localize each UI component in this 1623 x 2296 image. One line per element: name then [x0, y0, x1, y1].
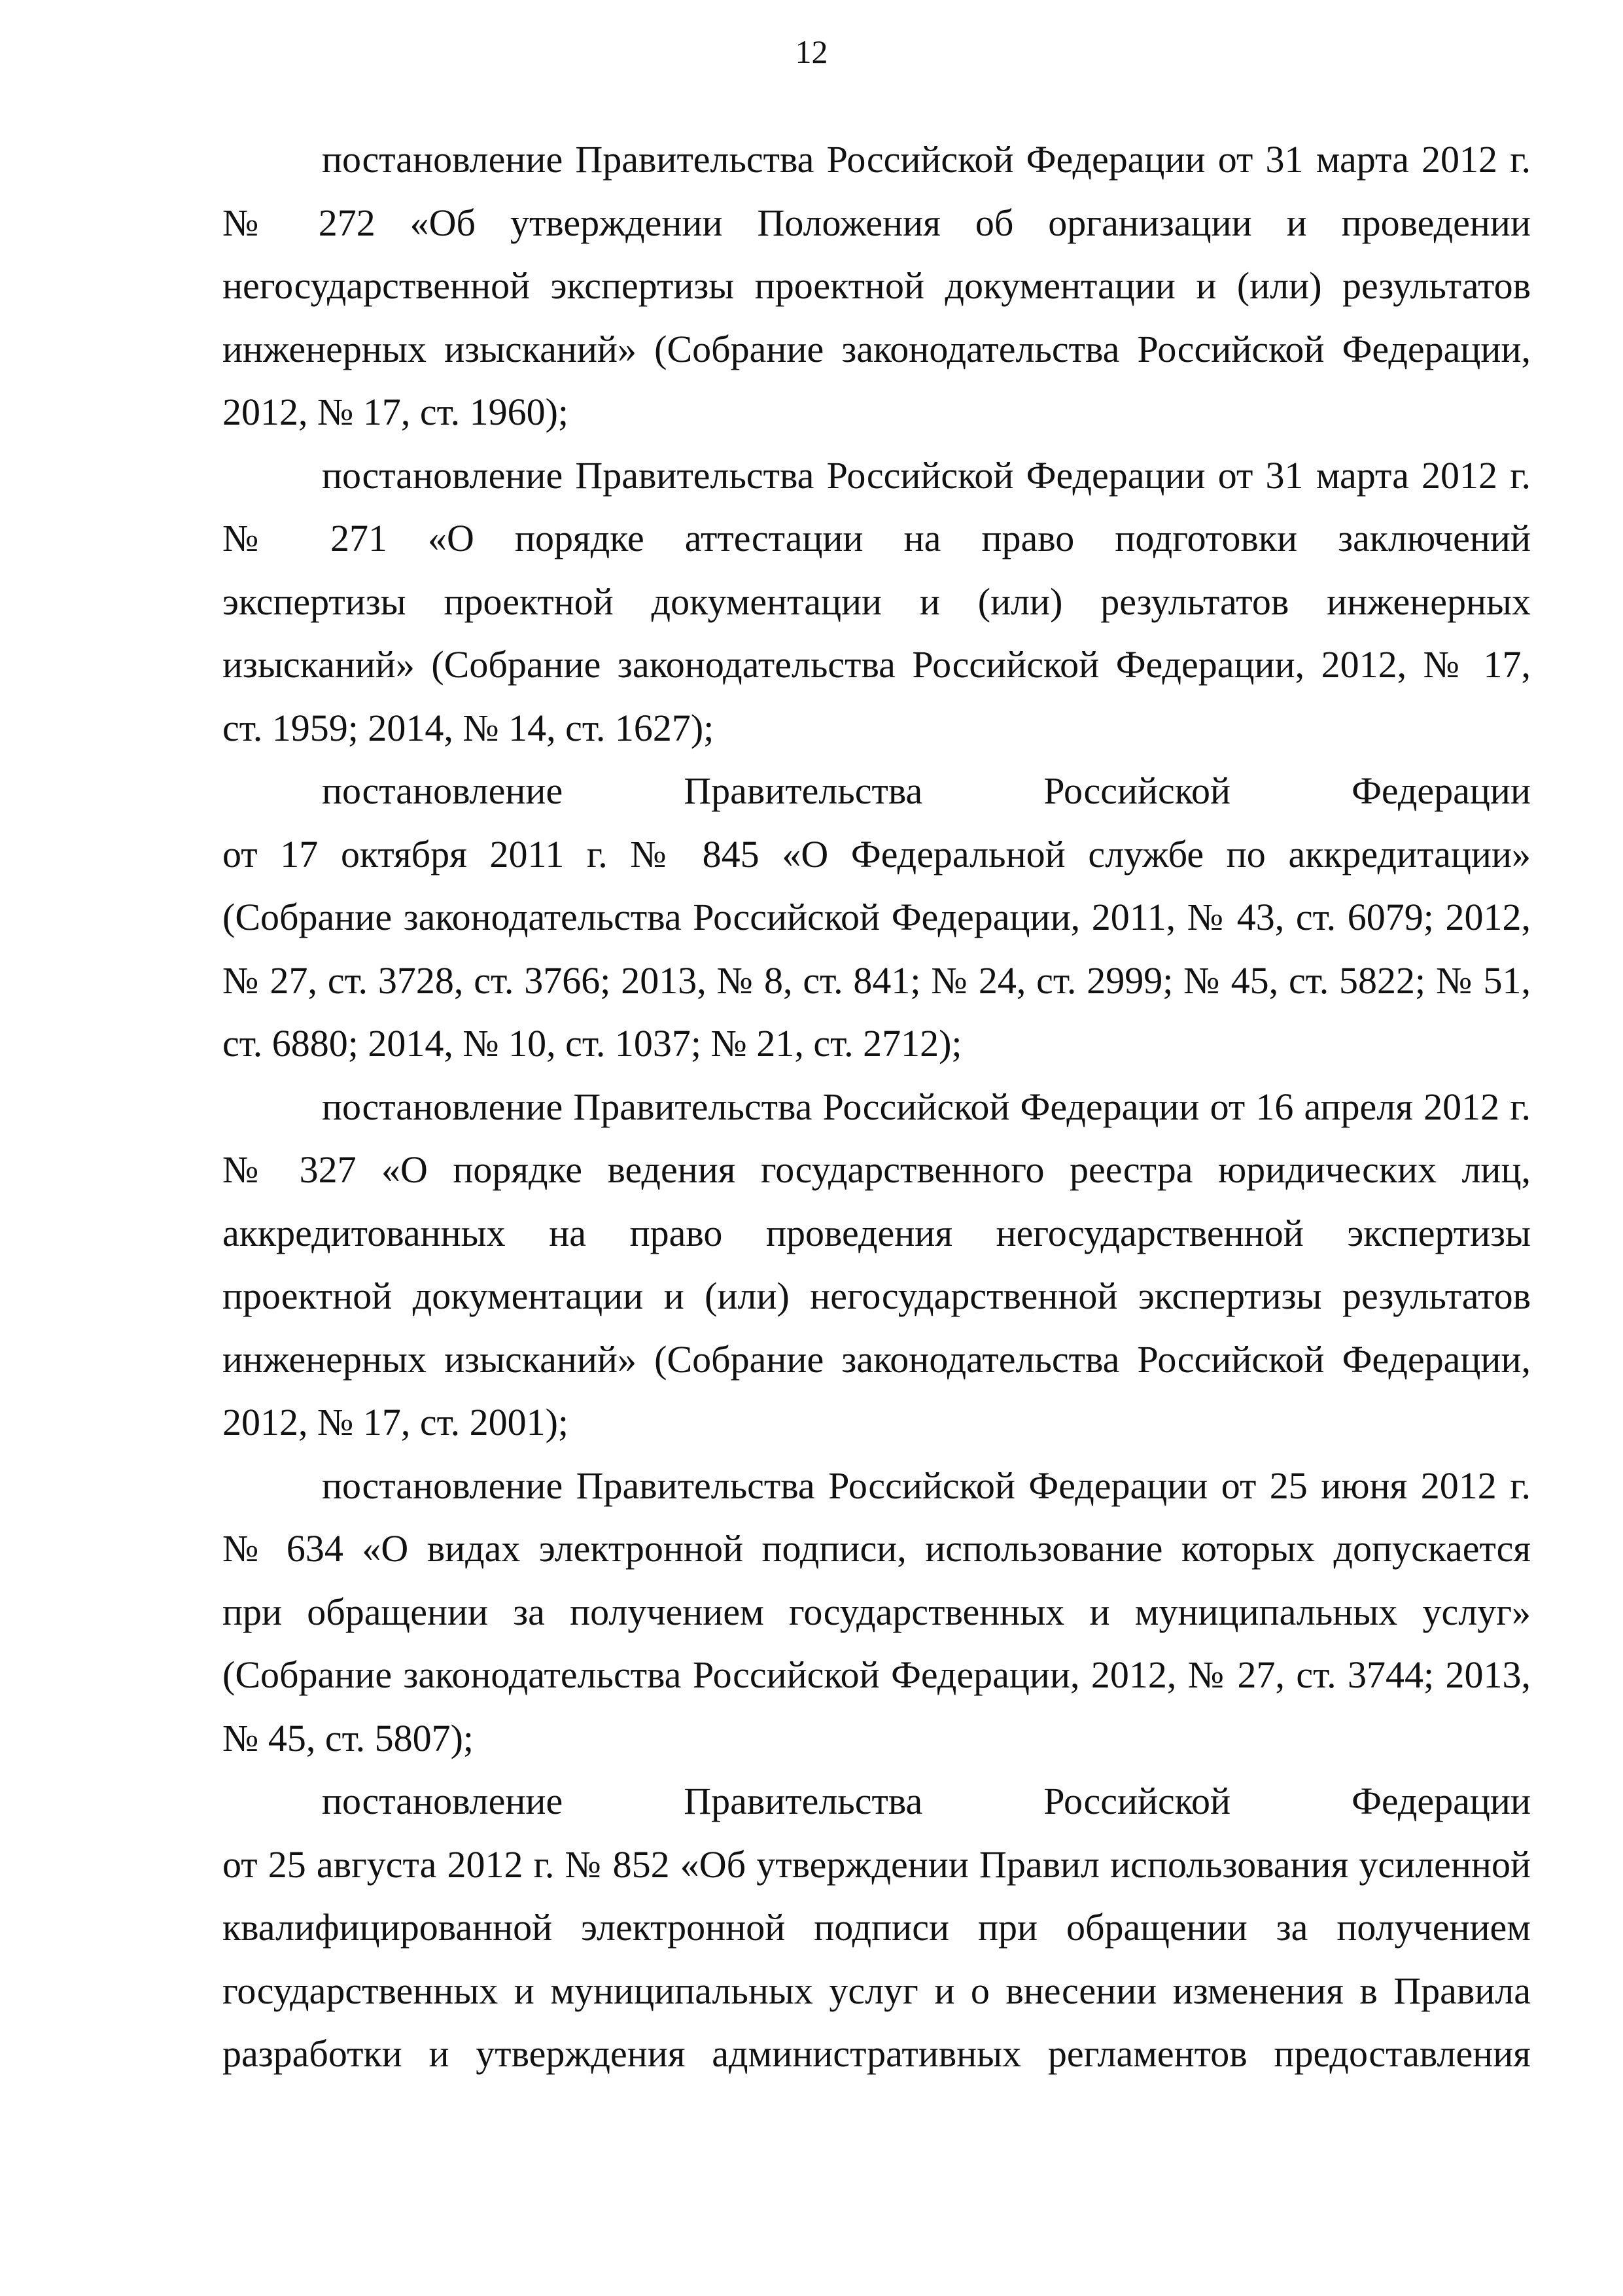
paragraph-resolution-634: [222, 1455, 1531, 1771]
text-line: при обращении за получением государственных и муниципальных услуг»: [222, 1590, 1531, 1633]
paragraph-resolution-845: [222, 760, 1531, 1076]
text-line: проектной документации и (или) негосударственной экспертизы результатов: [222, 1275, 1531, 1317]
text-line: квалифицированной электронной подписи при обращении за получением: [222, 1906, 1531, 1949]
text-line: экспертизы проектной документации и (или) результатов инженерных: [222, 580, 1531, 623]
text-line: инженерных изысканий» (Собрание законодательства Российской Федерации,: [222, 327, 1531, 370]
text-line: 2012, № 17, ст. 1960);: [222, 391, 568, 433]
text-line: № 27, ст. 3728, ст. 3766; 2013, № 8, ст. 841; № 24, ст. 2999; № 45, ст. 5822; № 51,: [222, 959, 1531, 1002]
paragraph-resolution-272: [222, 128, 1531, 444]
text-line: от 25 августа 2012 г. № 852 «Об утверждении Правил использования усиленной: [222, 1843, 1531, 1886]
text-line: (Собрание законодательства Российской Федерации, 2012, № 27, ст. 3744; 2013,: [222, 1653, 1531, 1696]
page-number: 12: [795, 33, 828, 70]
text-line: постановление Правительства Российской Федерации: [322, 1780, 1531, 1822]
text-line: от 17 октября 2011 г. № 845 «О Федеральной службе по аккредитации»: [222, 832, 1531, 875]
text-line: постановление Правительства Российской Федерации от 25 июня 2012 г.: [322, 1464, 1531, 1507]
text-line: ст. 6880; 2014, № 10, ст. 1037; № 21, ст. 2712);: [222, 1022, 962, 1065]
text-line: постановление Правительства Российской Федерации от 16 апреля 2012 г.: [322, 1085, 1531, 1128]
text-line: негосударственной экспертизы проектной документации и (или) результатов: [222, 264, 1531, 307]
text-line: изысканий» (Собрание законодательства Российской Федерации, 2012, № 17,: [222, 643, 1531, 686]
text-line: аккредитованных на право проведения негосударственной экспертизы: [222, 1211, 1531, 1254]
text-line: постановление Правительства Российской Федерации от 31 марта 2012 г.: [322, 138, 1531, 181]
paragraph-resolution-271: [222, 444, 1531, 760]
text-line: ст. 1959; 2014, № 14, ст. 1627);: [222, 706, 714, 749]
paragraph-resolution-852: [222, 1770, 1531, 2086]
text-line: № 45, ст. 5807);: [222, 1716, 474, 1759]
document-body: [222, 128, 1531, 2086]
text-line: № 272 «Об утверждении Положения об организации и проведении: [222, 201, 1531, 244]
text-line: № 634 «О видах электронной подписи, использование которых допускается: [222, 1527, 1531, 1570]
text-line: постановление Правительства Российской Федерации от 31 марта 2012 г.: [322, 453, 1531, 497]
text-line: инженерных изысканий» (Собрание законодательства Российской Федерации,: [222, 1337, 1531, 1381]
text-line: разработки и утверждения административных регламентов предоставления: [222, 2032, 1531, 2075]
text-line: государственных и муниципальных услуг и о внесении изменения в Правила: [222, 1969, 1531, 2012]
text-line: постановление Правительства Российской Федерации: [322, 769, 1531, 812]
paragraph-resolution-327: [222, 1076, 1531, 1455]
text-line: № 327 «О порядке ведения государственного реестра юридических лиц,: [222, 1148, 1531, 1191]
text-line: № 271 «О порядке аттестации на право подготовки заключений: [222, 517, 1531, 559]
text-line: (Собрание законодательства Российской Федерации, 2011, № 43, ст. 6079; 2012,: [222, 896, 1531, 938]
text-line: 2012, № 17, ст. 2001);: [222, 1401, 568, 1443]
